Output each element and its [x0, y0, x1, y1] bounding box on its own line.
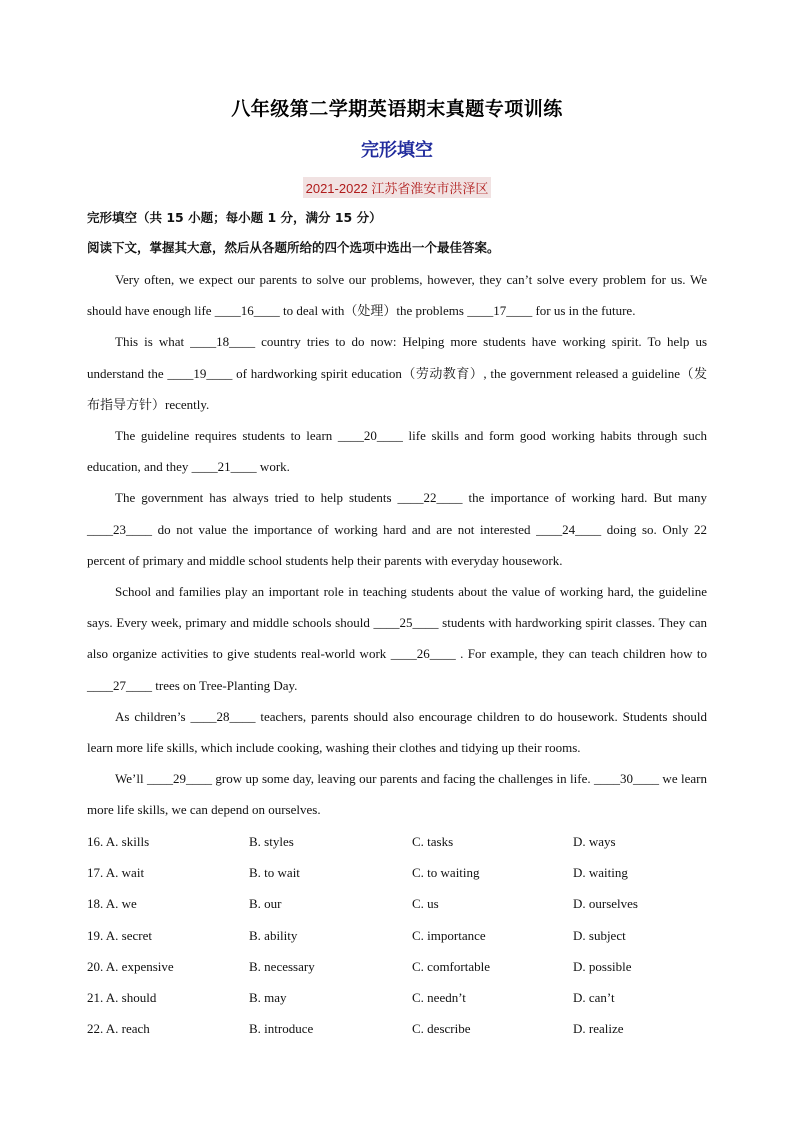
source-wrapper — [0, 177, 794, 198]
option-d: D. possible — [573, 958, 632, 974]
option-c: C. to waiting — [412, 865, 480, 881]
passage — [87, 264, 707, 826]
passage-paragraph-7: We’ll ____29____ grow up some day, leaving our parents and facing the challenges in life. ____30____ we learn more life skills, we can depend on ourselves. — [87, 771, 707, 818]
option-b: B. introduce — [249, 1021, 314, 1037]
passage-paragraph-4: The government has always tried to help students ____22____ the importance of working hard. But many ____23____ do not value the importance of working hard and are not interested ____24____ doing so. Only 22 percent of primary and middle school students help their parents with everyday housework. — [87, 490, 707, 568]
option-c: C. comfortable — [412, 958, 490, 974]
option-row-22 — [87, 1013, 727, 1044]
option-a: 17. A. wait — [87, 865, 145, 881]
option-a: 19. A. secret — [87, 927, 152, 943]
passage-paragraph-1: Very often, we expect our parents to solve our problems, however, they can’t solve every problem for us. We should have enough life ____16____ to deal with（处理）the problems ____17____ for us in the future. — [87, 272, 707, 319]
option-row-16 — [87, 826, 727, 857]
option-row-18 — [87, 888, 727, 919]
option-d: D. subject — [573, 927, 626, 943]
options-list — [87, 826, 727, 1044]
passage-paragraph-6: As children’s ____28____ teachers, parents should also encourage children to do housework. Students should learn more life skills, which include cooking, washing their clothes and tidying up their rooms. — [87, 708, 707, 756]
option-b: B. styles — [249, 834, 294, 849]
section-instruction: 阅读下文，掌握其大意，然后从各题所给的四个选项中选出一个最佳答案。 — [87, 240, 500, 255]
source-tag: 2021-2022 江苏省淮安市洪泽区 — [303, 177, 492, 198]
option-b: B. necessary — [249, 958, 315, 974]
option-c: C. tasks — [412, 834, 454, 849]
sub-title: 完形填空 — [361, 140, 433, 161]
option-b: B. our — [249, 896, 282, 912]
main-title: 八年级第二学期英语期末真题专项训练 — [231, 98, 563, 120]
option-row-19 — [87, 920, 727, 951]
option-b: B. may — [249, 989, 287, 1005]
option-row-20 — [87, 951, 727, 982]
option-row-21 — [87, 982, 727, 1013]
option-d: D. ways — [573, 834, 616, 849]
option-d: D. waiting — [573, 865, 628, 881]
option-b: B. to wait — [249, 865, 300, 881]
option-c: C. importance — [412, 927, 486, 943]
passage-paragraph-3: The guideline requires students to learn ____20____ life skills and form good working habits through such education, and they ____21____ work. — [87, 428, 707, 475]
option-c: C. describe — [412, 1021, 471, 1037]
option-a: 20. A. expensive — [87, 958, 174, 974]
option-c: C. needn’t — [412, 989, 466, 1005]
passage-paragraph-2: This is what ____18____ country tries to do now: Helping more students have working spirit. To help us understand the ____19____ of hardworking spirit education（劳动教育）, the government released a guideline（发布指导方针）recently. — [87, 334, 707, 412]
option-d: D. can’t — [573, 989, 615, 1005]
option-a: 18. A. we — [87, 896, 137, 912]
section-heading: 完形填空（共 15 小题；每小题 1 分，满分 15 分） — [87, 210, 382, 225]
option-a: 22. A. reach — [87, 1021, 150, 1037]
option-d: D. realize — [573, 1021, 624, 1037]
option-a: 16. A. skills — [87, 834, 150, 849]
option-c: C. us — [412, 896, 439, 912]
option-b: B. ability — [249, 927, 298, 943]
passage-paragraph-5: School and families play an important role in teaching students about the value of working hard, the guideline says. Every week, primary and middle schools should ____25____ students with hardworking spirit classes. They can also organize activities to give students real-world work ____26____ . For example, they can teach children how to ____27____ trees on Tree-Planting Day. — [87, 584, 707, 693]
option-a: 21. A. should — [87, 989, 157, 1005]
option-row-17 — [87, 857, 727, 888]
option-d: D. ourselves — [573, 896, 638, 912]
